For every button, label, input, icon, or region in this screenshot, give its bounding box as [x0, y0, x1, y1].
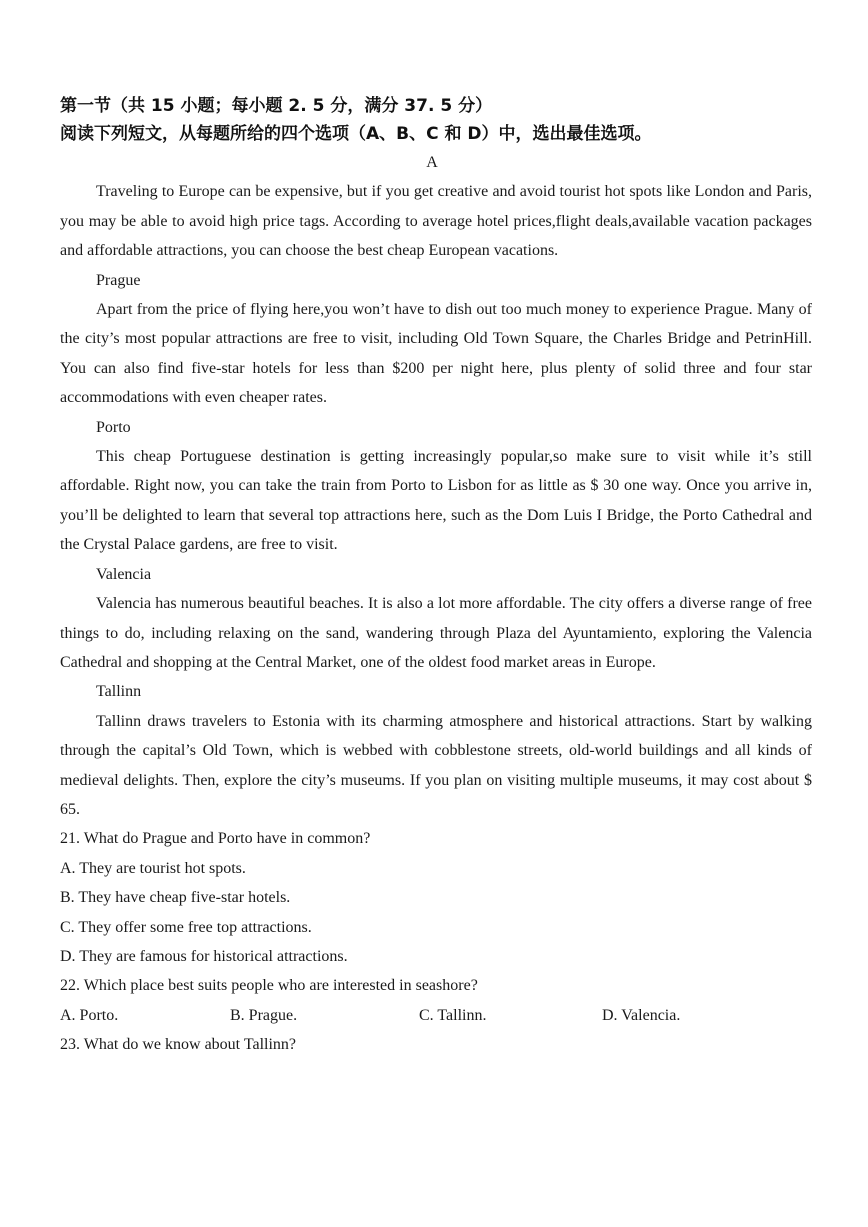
question-22-option-b: B. Prague.: [230, 1006, 298, 1024]
question-22-option-a: A. Porto.: [60, 1006, 119, 1024]
city-paragraph-prague: Apart from the price of flying here,you won’t have to dish out too much money to experience Prague. Many of the city’s most popular attractions are free to visit, including Old Town Square, the Charles Bridge and PetrinHill. You can also find five-star hotels for less than $200 per night here, plus plenty of solid three and four star accommodations with even cheaper rates.: [60, 301, 812, 407]
city-paragraph-tallinn: Tallinn draws travelers to Estonia with its charming atmosphere and historical attractions. Start by walking through the capital’s Old Town, which is webbed with cobblestone streets, old-world buildings and all kinds of medieval delights. Then, explore the city’s museums. If you plan on visiting multiple museums, it may cost about $ 65.: [60, 712, 812, 818]
question-21: 21. What do Prague and Porto have in common?: [60, 830, 371, 848]
city-paragraph-valencia: Valencia has numerous beautiful beaches. It is also a lot more affordable. The city offers a diverse range of free things to do, including relaxing on the sand, wandering through Plaza del Ayuntamiento, exploring the Valencia Cathedral and shopping at the Central Market, one of the oldest food market areas in Europe.: [60, 595, 812, 671]
question-22-option-c: C. Tallinn.: [419, 1006, 487, 1024]
city-heading-tallinn: Tallinn: [96, 683, 142, 701]
question-21-option-b: B. They have cheap five-star hotels.: [60, 889, 291, 907]
question-21-option-a: A. They are tourist hot spots.: [60, 859, 246, 877]
passage-letter: A: [426, 154, 438, 171]
exam-page: [60, 92, 812, 1060]
question-22-options: [60, 1001, 812, 1030]
city-paragraph-porto: This cheap Portuguese destination is getting increasingly popular,so make sure to visit while it’s still affordable. Right now, you can take the train from Porto to Lisbon for as little as $ 30 one way. Once you arrive in, you’ll be delighted to learn that several top attractions here, such as the Dom Luis I Bridge, the Porto Cathedral and the Crystal Palace gardens, are free to visit.: [60, 448, 812, 554]
city-heading-valencia: Valencia: [96, 565, 152, 583]
city-heading-prague: Prague: [96, 271, 141, 289]
city-heading-porto: Porto: [96, 418, 131, 436]
passage-intro: Traveling to Europe can be expensive, but if you get creative and avoid tourist hot spots like London and Paris, you may be able to avoid high price tags. According to average hotel prices,flight deals,available vacation packages and affordable attractions, you can choose the best cheap European vacations.: [60, 183, 812, 260]
question-22: 22. Which place best suits people who are interested in seashore?: [60, 977, 478, 995]
question-21-option-d: D. They are famous for historical attractions.: [60, 947, 348, 965]
section-title: 第一节（共 15 小题；每小题 2. 5 分，满分 37. 5 分）: [60, 96, 493, 116]
question-21-option-c: C. They offer some free top attractions.: [60, 918, 312, 936]
question-22-option-d: D. Valencia.: [602, 1006, 681, 1024]
question-23: 23. What do we know about Tallinn?: [60, 1036, 297, 1054]
section-instruction: 阅读下列短文，从每题所给的四个选项（A、B、C 和 D）中，选出最佳选项。: [60, 124, 652, 144]
